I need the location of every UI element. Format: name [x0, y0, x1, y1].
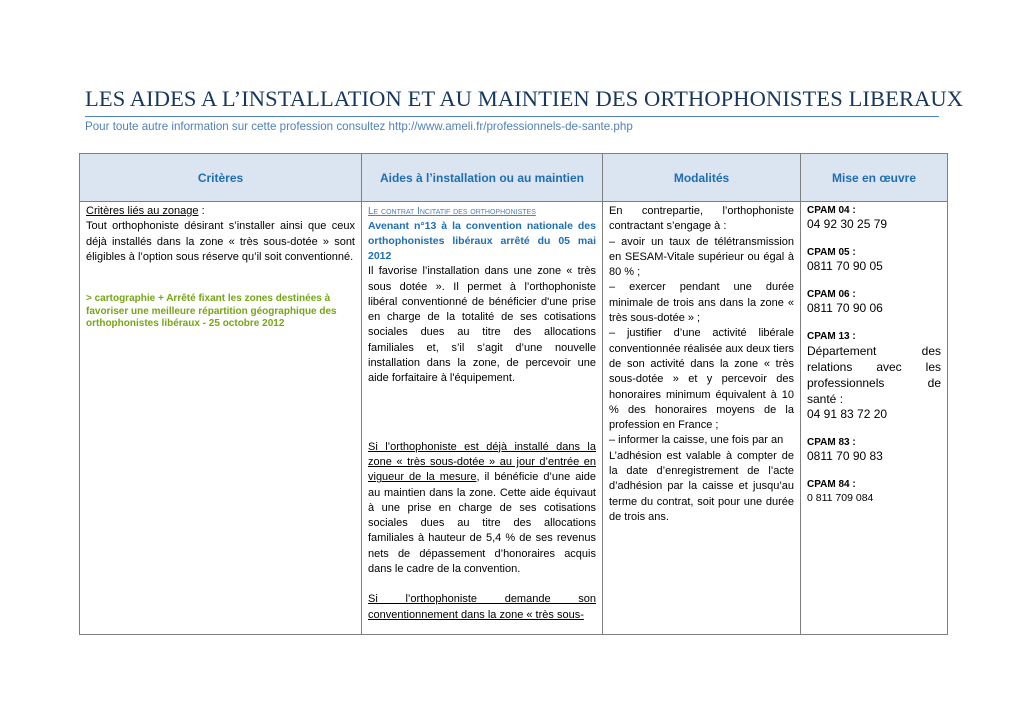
modalites-intro: En contrepartie, l’orthophoniste contractant s’engage à : — [609, 205, 794, 233]
cpam83-label: CPAM 83 : — [807, 437, 856, 448]
aides-paragraph-2 — [368, 440, 596, 578]
cpam13-department: Département des — [807, 344, 941, 358]
cell-aides — [362, 202, 603, 634]
cell-modalites — [603, 202, 801, 634]
cpam04-phone: 04 92 30 25 79 — [807, 217, 888, 231]
aides-paragraph-2-rest: , il bénéficie d’une aide au maintien dans la zone. Cette aide équivaut à une prise en charge de ses cotisations sociales dues au titre des allocations familiales à hauteur de 5,4 % de ses revenus nets de dépassement d’honoraires acquis dans le cadre de la convention. — [368, 471, 596, 576]
aides-paragraph-2-underlined: Si l’orthophoniste est déjà installé dans la zone « très sous-dotée » au jour d’entrée en vigueur de la mesure — [368, 440, 596, 484]
aides-paragraph-1: Il favorise l’installation dans une zone « très sous dotée ». Il permet à l’orthophoniste libéral conventionné de bénéficier d'une prise en charge de la totalité de ses cotisations sociales dues au titre des allocations familiales et, s’il s’agit d’une nouvelle installation dans la zone, de percevoir une aide forfaitaire à l'équipement. — [368, 265, 596, 385]
criteres-text: Tout orthophoniste désirant s’installer ainsi que ceux déjà installés dans la zone « très sous-dotée » sont éligibles à l’option sous réserve qu’il soit conventionné. — [86, 220, 355, 263]
cartographie-link[interactable]: > cartographie + Arrêté fixant les zones destinées à favoriser une meilleure répartition géographique des orthophonistes libéraux - 25 octobre 2012 — [86, 293, 337, 330]
cpam13-department: professionnels de — [807, 376, 941, 390]
aides-paragraph-3: Si l’orthophoniste demande son conventionnement dans la zone « très sous- — [368, 593, 596, 621]
cpam06-phone: 0811 70 90 06 — [807, 301, 883, 315]
aides-table — [79, 153, 948, 635]
avenant-13-link[interactable]: Avenant n°13 à la convention nationale des orthophonistes libéraux arrêté du 05 mai 2012 — [368, 220, 596, 263]
cpam84-phone: 0 811 709 084 — [807, 492, 874, 504]
cell-mise-en-oeuvre — [801, 202, 947, 634]
cpam13-label: CPAM 13 : — [807, 331, 856, 342]
header-criteres: Critères — [80, 154, 362, 202]
cpam13-phone: 04 91 83 72 20 — [807, 407, 888, 421]
modalites-item: – exercer pendant une durée minimale de trois ans dans la zone « très sous-dotée » ; — [609, 281, 794, 325]
title-underline — [85, 116, 939, 117]
modalites-outro: L’adhésion est valable à compter de la date d’enregistrement de l’acte d’adhésion par la caisse et jusqu’au terme du contrat, soit pour une durée de trois ans. — [609, 449, 794, 523]
cell-criteres — [80, 202, 362, 634]
cpam84-label: CPAM 84 : — [807, 479, 856, 490]
modalites-item: – justifier d’une activité libérale conventionnée réalisée aux deux tiers de son activité dans la zone « très sous-dotée » et y percevoir des honoraires minimum équivalent à 10 % des honoraires moyens de la profession en France ; — [609, 327, 794, 432]
cpam05-label: CPAM 05 : — [807, 247, 856, 258]
header-mise-en-oeuvre: Mise en œuvre — [801, 154, 947, 202]
subtitle-info: Pour toute autre information sur cette profession consultez http://www.ameli.fr/professionnels-de-sante.php — [85, 120, 633, 133]
cpam13-department: relations avec les — [807, 360, 941, 374]
modalites-item: – informer la caisse, une fois par an — [609, 434, 784, 447]
cpam06-label: CPAM 06 : — [807, 289, 856, 300]
criteres-label: Critères liés au zonage — [86, 205, 199, 217]
modalites-item: – avoir un taux de télétransmission en SESAM-Vitale supérieur ou égal à 80 % ; — [609, 235, 794, 279]
page-title: LES AIDES A L’INSTALLATION ET AU MAINTIEN DES ORTHOPHONISTES LIBERAUX — [85, 86, 964, 111]
header-modalites: Modalités — [603, 154, 801, 202]
criteres-label-suffix: : — [198, 205, 205, 217]
cpam83-phone: 0811 70 90 83 — [807, 449, 883, 463]
cpam13-department: santé : — [807, 392, 844, 406]
contrat-incitatif-link[interactable]: Le contrat Incitatif des orthophonistes — [368, 206, 536, 217]
cpam05-phone: 0811 70 90 05 — [807, 259, 883, 273]
cpam04-label: CPAM 04 : — [807, 205, 856, 216]
header-aides: Aides à l’installation ou au maintien — [362, 154, 603, 202]
